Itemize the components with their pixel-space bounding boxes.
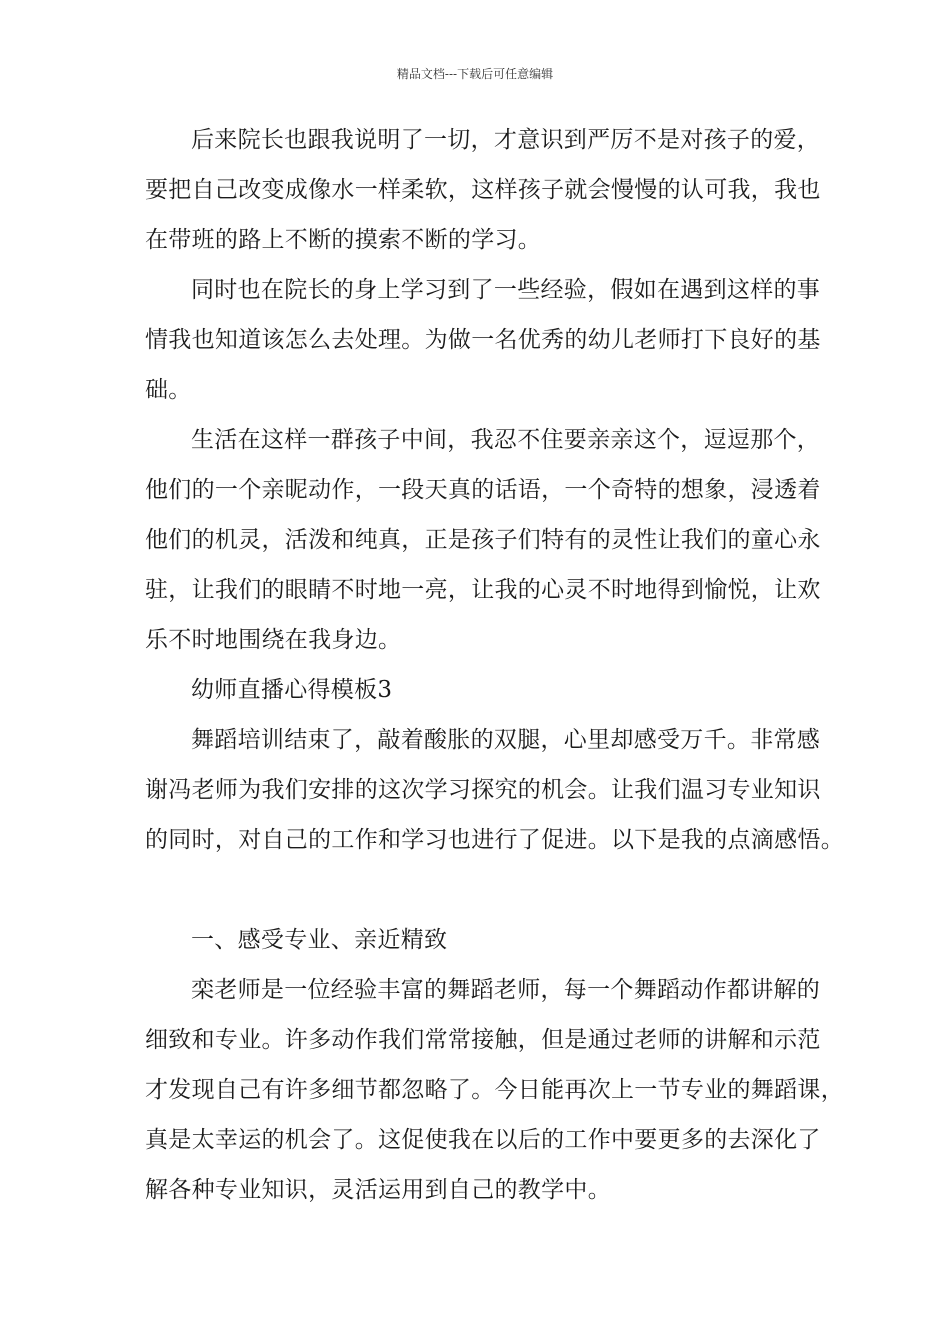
paragraph-line: 情我也知道该怎么去处理。为做一名优秀的幼儿老师打下良好的基	[145, 327, 821, 353]
paragraph-line: 在带班的路上不断的摸索不断的学习。	[145, 227, 542, 253]
paragraph-line: 细致和专业。许多动作我们常常接触，但是通过老师的讲解和示范	[145, 1027, 821, 1053]
paragraph-line: 解各种专业知识，灵活运用到自己的教学中。	[145, 1177, 611, 1203]
paragraph-line: 真是太幸运的机会了。这促使我在以后的工作中要更多的去深化了	[145, 1127, 821, 1153]
paragraph-line: 要把自己改变成像水一样柔软，这样孩子就会慢慢的认可我，我也	[145, 177, 821, 203]
paragraph-line: 同时也在院长的身上学习到了一些经验，假如在遇到这样的事	[191, 277, 821, 303]
paragraph-line: 谢冯老师为我们安排的这次学习探究的机会。让我们温习专业知识	[145, 777, 821, 803]
paragraph-line: 栾老师是一位经验丰富的舞蹈老师，每一个舞蹈动作都讲解的	[191, 977, 821, 1003]
document-body	[145, 127, 844, 1227]
paragraph-line: 他们的机灵，活泼和纯真，正是孩子们特有的灵性让我们的童心永	[145, 527, 821, 553]
paragraph-line: 生活在这样一群孩子中间，我忍不住要亲亲这个，逗逗那个，	[191, 427, 821, 453]
paragraph-line: 础。	[145, 377, 192, 403]
blank-line	[145, 877, 810, 927]
paragraph-line: 后来院长也跟我说明了一切，才意识到严厉不是对孩子的爱，	[191, 127, 821, 153]
subsection-heading: 一、感受专业、亲近精致	[191, 927, 448, 953]
paragraph-line: 舞蹈培训结束了，敲着酸胀的双腿，心里却感受万千。非常感	[191, 727, 821, 753]
paragraph-line: 他们的一个亲昵动作，一段天真的话语，一个奇特的想象，浸透着	[145, 477, 821, 503]
paragraph-line: 才发现自己有许多细节都忽略了。今日能再次上一节专业的舞蹈课，	[145, 1077, 844, 1103]
paragraph-line: 的同时，对自己的工作和学习也进行了促进。以下是我的点滴感悟。	[145, 827, 844, 853]
paragraph-line: 乐不时地围绕在我身边。	[145, 627, 402, 653]
page-header: 精品文档---下载后可任意编辑	[396, 67, 554, 81]
paragraph-line: 驻，让我们的眼睛不时地一亮，让我的心灵不时地得到愉悦，让欢	[145, 577, 821, 603]
section-title: 幼师直播心得模板3	[191, 677, 393, 703]
